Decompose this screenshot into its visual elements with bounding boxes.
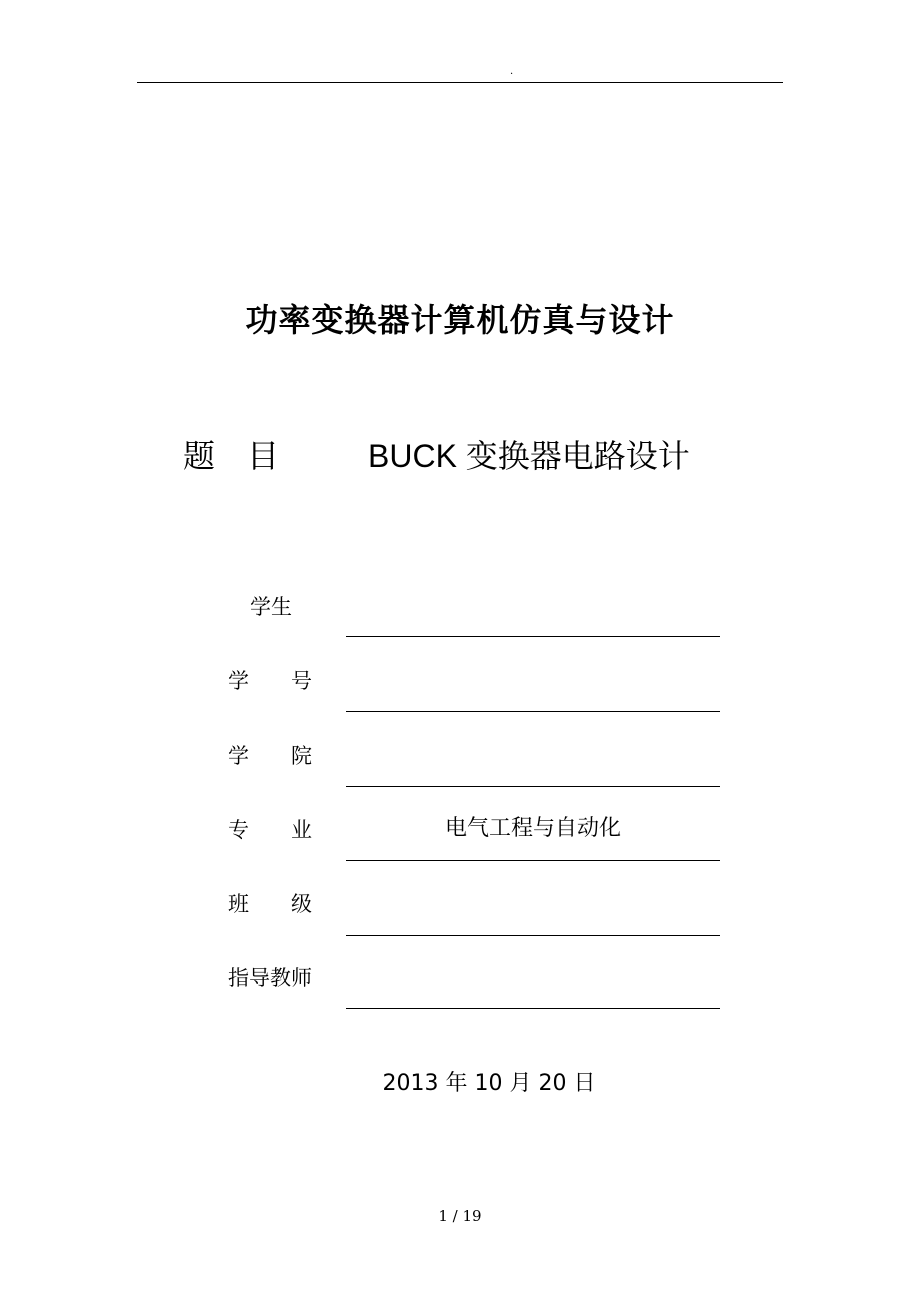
field-line-college [346,786,720,787]
topic-label: 题 目 [183,437,280,475]
field-line-student [346,636,720,637]
field-label-college: 学 院 [228,744,312,768]
header-rule [137,82,783,83]
field-line-major [346,860,720,861]
course-title: 功率变换器计算机仿真与设计 [245,301,675,339]
field-value-major: 电气工程与自动化 [444,816,621,841]
field-label-advisor: 指导教师 [228,966,312,990]
header-mark: . [510,66,514,77]
date-line: 2013 年 10 月 20 日 [382,1071,596,1096]
field-label-major: 专 业 [228,818,312,842]
field-line-class [346,935,720,936]
field-label-student: 学生 [250,595,292,619]
field-line-student-id [346,711,720,712]
topic-value: BUCK 变换器电路设计 [368,438,690,474]
page-indicator: 1 / 19 [438,1207,482,1225]
field-label-student-id: 学 号 [228,669,312,693]
field-line-advisor [346,1008,720,1009]
field-label-class: 班 级 [228,892,312,916]
